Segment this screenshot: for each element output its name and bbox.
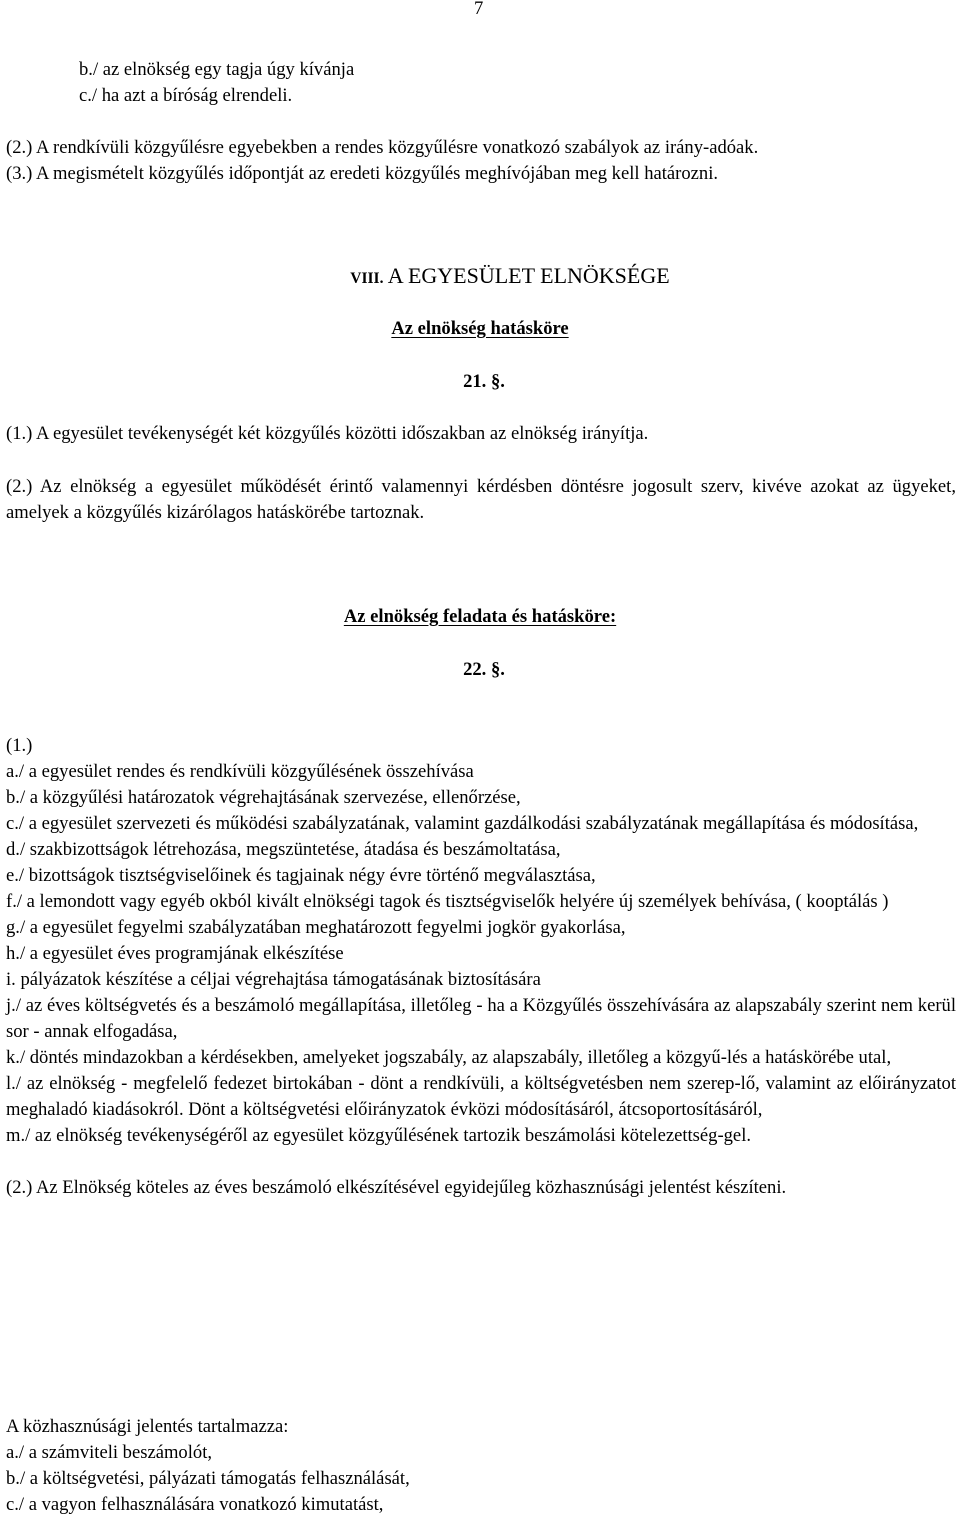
list-item-l: l./ az elnökség - megfelelő fedezet birtokában - dönt a rendkívüli, a költségvetésben nem szerep-lő, valamint az előirányzatot meghaladó kiadásokról. Dönt a költségvetési előirányzatok évközi módosításáról, átcsoportosításáról, [6,1073,956,1120]
list-item-b: b./ a közgyűlési határozatok végrehajtásának szervezése, ellenőrzése, [6,787,521,808]
report-item-c: c./ a vagyon felhasználására vonatkozó kimutatást, [6,1494,384,1515]
list-item-m: m./ az elnökség tevékenységéről az egyesület közgyűlésének tartozik beszámolási kötelezettség-gel. [6,1125,752,1146]
list-item-g: g./ a egyesület fegyelmi szabályzatában meghatározott fegyelmi jogkör gyakorlása, [6,917,626,938]
list-item-c: c./ a egyesület szervezeti és működési szabályzatának, valamint gazdálkodási szabályzatának megállapítása és módosítása, [6,813,919,834]
section-22-paragraph-2: (2.) Az Elnökség köteles az éves beszámoló elkészítésével egyidejűleg közhasznúsági jelentést készíteni. [6,1177,787,1198]
report-item-a: a./ a számviteli beszámolót, [6,1442,213,1463]
chapter-title: A EGYESÜLET ELNÖKSÉGE [387,263,670,288]
section-22-heading: Az elnökség feladata és hatásköre: [343,606,617,627]
section-22-number: 22. §. [463,659,505,680]
report-item-b: b./ a költségvetési, pályázati támogatás felhasználását, [6,1468,410,1489]
chapter-number: VIII. [350,270,384,287]
paragraph-3: (3.) A megismételt közgyűlés időpontját az eredeti közgyűlés meghívójában meg kell határozni. [6,163,719,184]
list-item-a: a./ a egyesület rendes és rendkívüli közgyűlésének összehívása [6,761,474,782]
report-heading: A közhasznúsági jelentés tartalmazza: [6,1416,289,1437]
report-section [6,1414,956,1518]
intro-item-b: b./ az elnökség egy tagja úgy kívánja [79,59,355,80]
list-item-h: h./ a egyesület éves programjának elkészítése [6,943,344,964]
paragraph-label: (1.) [6,735,33,756]
list-item-d: d./ szakbizottságok létrehozása, megszüntetése, átadása és beszámoltatása, [6,839,561,860]
chapter-heading [30,263,960,292]
list-item-f: f./ a lemondott vagy egyéb okból kivált elnökségi tagok és tisztségviselők helyére új személyek behívása, ( kooptálás ) [6,891,889,912]
duties-list [6,733,956,1201]
section-21-number: 21. §. [463,371,505,392]
list-item-k: k./ döntés mindazokban a kérdésekben, amelyeket jogszabály, az alapszabály, illetőleg a közgyű-lés a hatáskörébe utal, [6,1047,892,1068]
section-21-paragraph-2: (2.) Az elnökség a egyesület működését érintő valamennyi kérdésben döntésre jogosult szerv, kivéve azokat az ügyeket, amelyek a közgyűlés kizárólagos hatáskörébe tartoznak. [6,476,956,523]
list-item-e: e./ bizottságok tisztségviselőinek és tagjainak négy évre történő megválasztása, [6,865,596,886]
page-number: 7 [474,0,484,19]
section-21-paragraph-1: (1.) A egyesület tevékenységét két közgyűlés közötti időszakban az elnökség irányítja. [6,423,649,444]
list-item-j: j./ az éves költségvetés és a beszámoló megállapítása, illetőleg - ha a Közgyűlés összehívására az alapszabály szerint nem kerül sor - annak elfogadása, [6,995,956,1042]
paragraph-2: (2.) A rendkívüli közgyűlésre egyebekben a rendes közgyűlésre vonatkozó szabályok az irány-adóak. [6,137,759,158]
list-item-i: i. pályázatok készítése a céljai végrehajtása támogatásának biztosítására [6,969,541,990]
intro-item-c: c./ ha azt a bíróság elrendeli. [79,85,293,106]
section-subtitle: Az elnökség hatásköre [391,318,569,339]
